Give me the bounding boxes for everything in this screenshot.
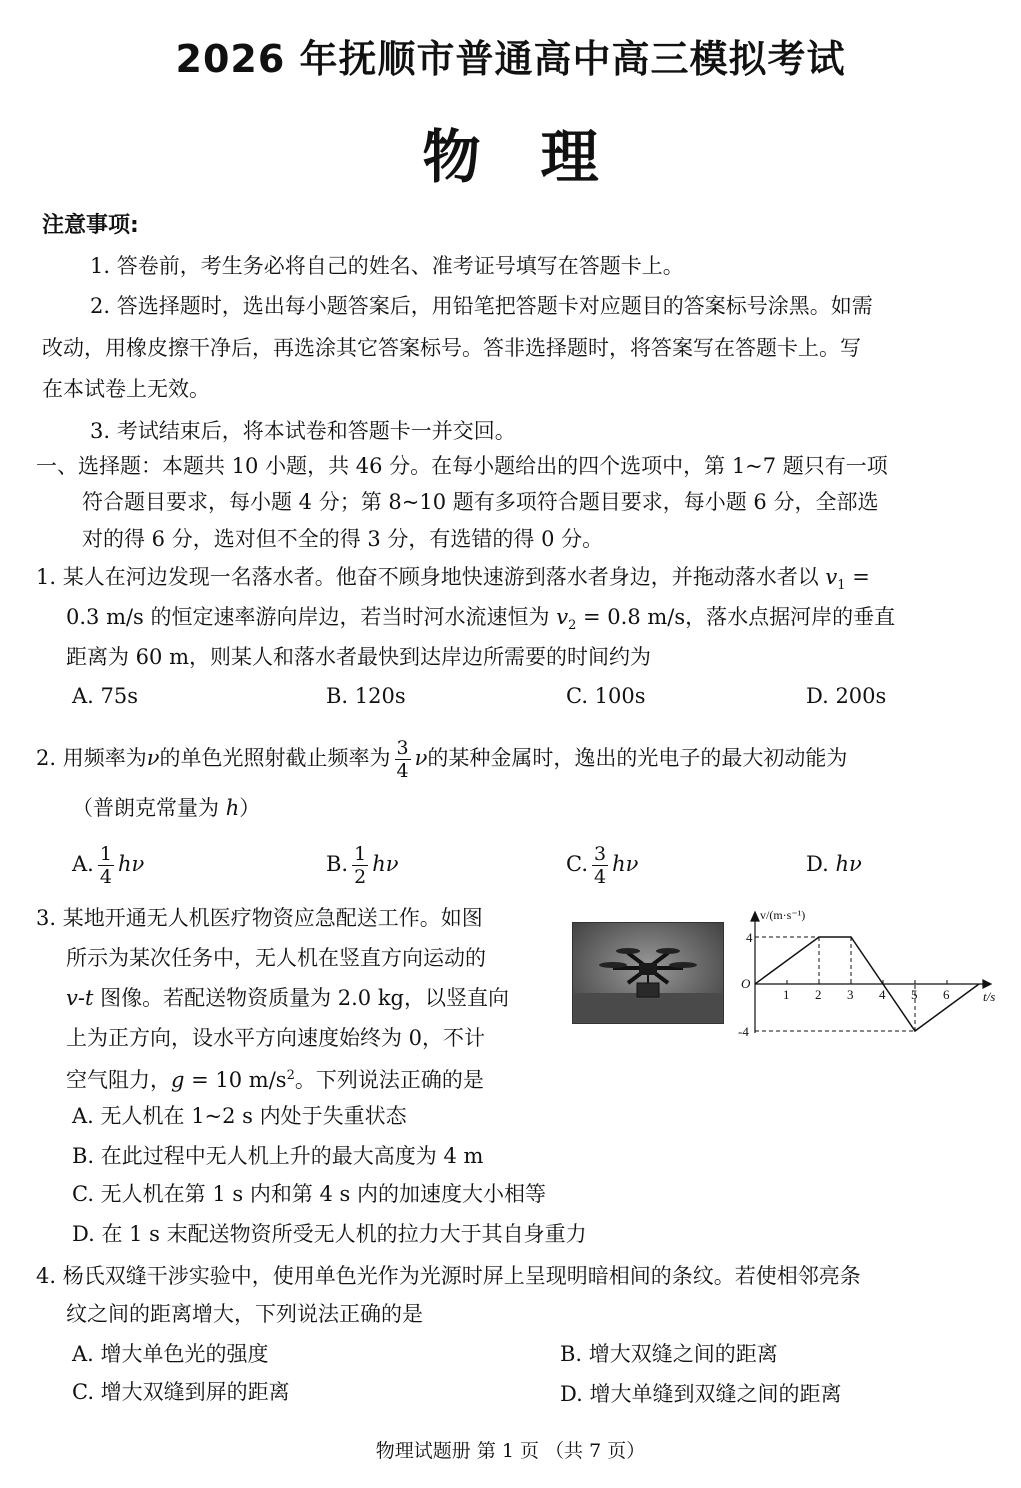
q1-line-3: 距离为 60 m，则某人和落水者最快到达岸边所需要的时间约为: [66, 645, 651, 669]
q3-option-b: B. 在此过程中无人机上升的最大高度为 4 m: [72, 1144, 484, 1168]
q4-option-c: C. 增大双缝到屏的距离: [72, 1380, 290, 1404]
section-1-line-3: 对的得 6 分，选对但不全的得 3 分，有选错的得 0 分。: [82, 527, 604, 551]
origin-label: O: [741, 976, 751, 991]
q4-line-2: 纹之间的距离增大，下列说法正确的是: [66, 1302, 423, 1326]
q2-option-c: C. $\frac{3}{4}$ hν: [566, 843, 639, 888]
subject-title: 物理: [422, 123, 659, 191]
section-1-line-2: 符合题目要求，每小题 4 分；第 8~10 题有多项符合题目要求，每小题 6 分，全部选: [82, 490, 879, 514]
section-1-line-1: 一、选择题：本题共 10 小题，共 46 分。在每小题给出的四个选项中，第 1~7 题只有一项: [36, 454, 888, 478]
notice-item-2-line-2: 改动，用橡皮擦干净后，再选涂其它答案标号。答非选择题时，将答案写在答题卡上。写: [42, 336, 861, 360]
q3-line-4: 上为正方向，设水平方向速度始终为 0，不计: [66, 1026, 486, 1050]
notice-item-3: 3. 考试结束后，将本试卷和答题卡一并交回。: [90, 419, 516, 443]
notice-heading: 注意事项:: [42, 213, 139, 238]
q4-option-b: B. 增大双缝之间的距离: [560, 1342, 778, 1366]
q4-option-d: D. 增大单缝到双缝之间的距离: [560, 1382, 842, 1406]
q2-option-a: A. $\frac{1}{4}$ hν: [72, 843, 145, 888]
notice-item-2-line-1: 2. 答选择题时，选出每小题答案后，用铅笔把答题卡对应题目的答案标号涂黑。如需: [90, 294, 873, 318]
x-tick-label: 3: [847, 987, 854, 1002]
cutoff-frequency-fraction: $\frac{3}{4}$: [396, 737, 409, 782]
q1-option-a: A. 75s: [72, 684, 139, 708]
x-tick-label: 4: [879, 987, 886, 1002]
q3-option-c: C. 无人机在第 1 s 内和第 4 s 内的加速度大小相等: [72, 1182, 546, 1206]
x-tick-label: 6: [943, 987, 950, 1002]
y-axis-label: v/(m·s⁻¹): [760, 908, 806, 922]
q2-line-1: 2. 用频率为ν的单色光照射截止频率为 $\frac{3}{4}$ ν的某种金属时，逸出的光电子的最大初动能为: [36, 737, 848, 782]
notice-item-2-line-3: 在本试卷上无效。: [42, 377, 210, 401]
page-footer: 物理试题册 第 1 页 （共 7 页）: [375, 1440, 646, 1462]
x-tick-label: 2: [815, 987, 822, 1002]
q3-option-a: A. 无人机在 1~2 s 内处于失重状态: [72, 1104, 407, 1128]
exam-title: 2026 年抚顺市普通高中高三模拟考试: [175, 37, 846, 81]
q2-option-d: D. hν: [806, 852, 862, 876]
y-tick-label: 4: [746, 930, 753, 945]
q2-line-2: （普朗克常量为 h）: [72, 796, 261, 820]
q1-line-2: 0.3 m/s 的恒定速率游向岸边，若当时河水流速恒为 $v_2 = 0.8$ m/s，落水点据河岸的垂直: [66, 605, 896, 634]
q3-option-d: D. 在 1 s 末配送物资所受无人机的拉力大于其自身重力: [72, 1222, 587, 1246]
q1-line-1: 1. 某人在河边发现一名落水者。他奋不顾身地快速游到落水者身边，并拖动落水者以 $v_1$ =: [36, 565, 870, 594]
q3-line-1: 3. 某地开通无人机医疗物资应急配送工作。如图: [36, 906, 483, 930]
q4-line-1: 4. 杨氏双缝干涉实验中，使用单色光作为光源时屏上呈现明暗相间的条纹。若使相邻亮条: [36, 1264, 861, 1288]
drone-photo: [572, 922, 724, 1024]
vt-chart: [738, 905, 1000, 1040]
q3-line-5: 空气阻力，g = 10 $m/s^2$。下列说法正确的是: [66, 1068, 484, 1092]
q3-line-2: 所示为某次任务中，无人机在竖直方向运动的: [66, 946, 486, 970]
q4-option-a: A. 增大单色光的强度: [72, 1342, 269, 1366]
q1-option-d: D. 200s: [806, 684, 887, 708]
q2-option-b: B. $\frac{1}{2}$ hν: [326, 843, 399, 888]
q1-option-c: C. 100s: [566, 684, 646, 708]
x-axis-label: t/s: [983, 989, 996, 1004]
y-axis-arrow: [751, 912, 759, 921]
x-tick-label: 1: [783, 987, 790, 1002]
drone-icon: [573, 923, 723, 1023]
q3-line-3: v-t 图像。若配送物资质量为 2.0 kg，以竖直向: [66, 986, 509, 1010]
y-tick-label: -4: [738, 1024, 749, 1039]
notice-item-1: 1. 答卷前，考生务必将自己的姓名、准考证号填写在答题卡上。: [90, 254, 684, 278]
q1-option-b: B. 120s: [326, 684, 406, 708]
x-tick-label: 5: [911, 987, 918, 1002]
x-axis-arrow: [983, 980, 991, 988]
